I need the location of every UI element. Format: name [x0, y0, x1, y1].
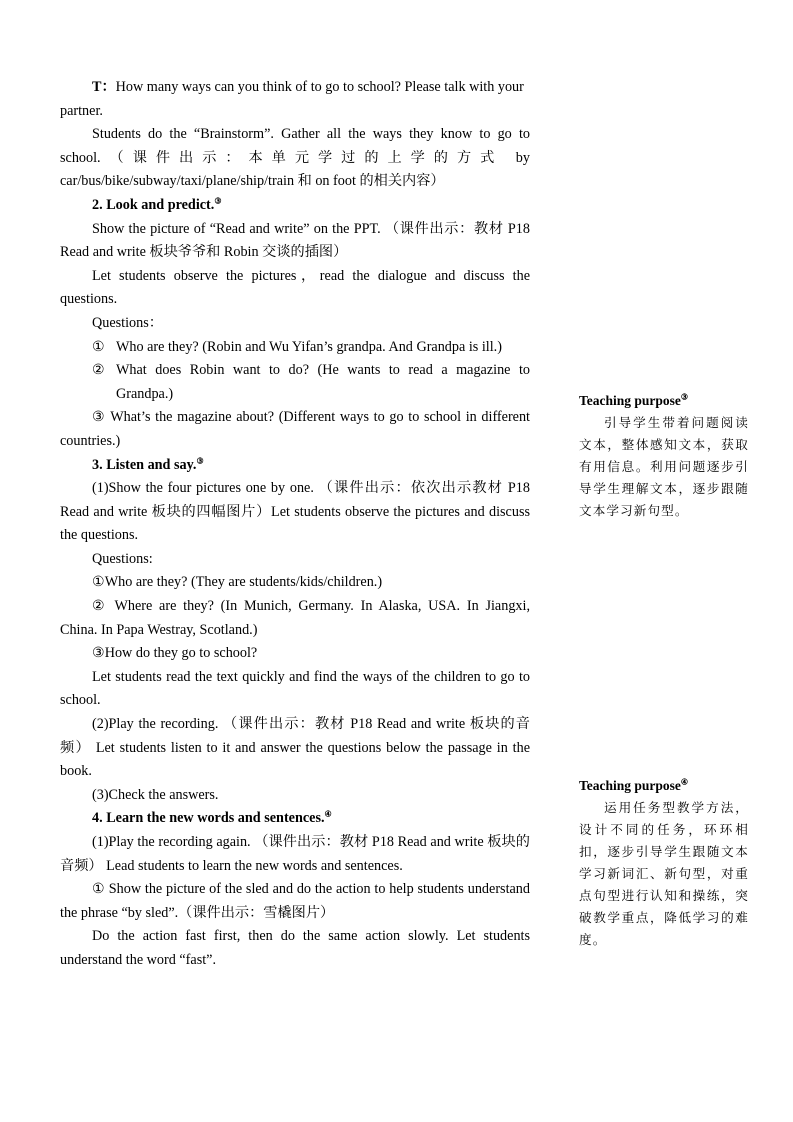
question-1 [60, 336, 530, 360]
brainstorm-paragraph: Students do the “Brainstorm”. Gather all the ways they know to go to school.（课件出示：本单元学过的上学的方式 by car/bus/bike/subway/taxi/plane/ship/train 和 on foot 的相关内容） [60, 126, 530, 190]
title-text: Teaching purpose [579, 778, 681, 793]
question-who: ①Who are they? (They are students/kids/children.) [92, 574, 383, 591]
teaching-purpose-text: 引导学生带着问题阅读文本，整体感知文本，获取有用信息。利用问题逐步引导学生理解文本，逐步跟随文本学习新句型。 [579, 416, 749, 518]
title-text: Teaching purpose [579, 393, 681, 408]
section-heading-learn-new-words [60, 807, 530, 831]
footnote-mark: ④ [680, 777, 689, 787]
footnote-mark: ③ [680, 392, 689, 402]
question-2 [60, 359, 530, 406]
teaching-purpose-note-2 [579, 775, 749, 951]
observe-paragraph: Let students observe the pictures，read the dialogue and discuss the questions. [60, 267, 530, 308]
question-how: ③How do they go to school? [92, 645, 258, 662]
fast-paragraph: Do the action fast first, then do the same action slowly. Let students understand the word “fast”. [60, 928, 530, 968]
section-heading-listen-and-say [60, 454, 530, 478]
play-recording-paragraph: (2)Play the recording. （课件出示：教材 P18 Read and write 板块的音频） Let students listen to it and answer the questions below the passage in the book. [60, 716, 530, 780]
sled-paragraph: ① Show the picture of the sled and do the action to help students understand the phrase “by sled”.（课件出示：雪橇图片） [60, 881, 530, 921]
teacher-prompt-text: How many ways can you think of to go to school? Please talk with your partner. [60, 79, 524, 119]
play-again-paragraph: (1)Play the recording again. （课件出示：教材 P18 Read and write 板块的音频） Lead students to learn the new words and sentences. [60, 834, 530, 874]
heading-text: 3. Listen and say. [92, 456, 197, 473]
questions-label: Questions: [92, 550, 153, 567]
teaching-purpose-text: 运用任务型教学方法，设计不同的任务，环环相扣，逐步引导学生跟随文本学习新词汇、新句型，对重点句型进行认知和操练，突破教学重点，降低学习的难度。 [579, 801, 749, 947]
question-text: What does Robin want to do? (He wants to read a magazine to Grandpa.) [116, 362, 530, 402]
heading-text: 2. Look and predict. [92, 196, 215, 213]
questions-label: Questions： [92, 314, 163, 331]
teaching-purpose-title [579, 775, 749, 797]
question-3: ③ What’s the magazine about? (Different ways to go to school in different countries.) [60, 409, 530, 449]
question-text: Who are they? (Robin and Wu Yifan’s grandpa. And Grandpa is ill.) [116, 338, 502, 355]
question-number: ① [92, 338, 105, 355]
teaching-purpose-note-1 [579, 390, 749, 522]
teacher-label: T： [92, 79, 116, 95]
teacher-prompt [60, 76, 530, 123]
footnote-mark: ③ [214, 196, 222, 206]
show-four-pictures-paragraph: (1)Show the four pictures one by one. （课件出示：依次出示教材 P18 Read and write 板块的四幅图片）Let students observe the pictures and discuss the questions. [60, 480, 530, 544]
section-heading-look-and-predict [60, 194, 530, 218]
check-answers: (3)Check the answers. [92, 786, 219, 803]
read-quickly-paragraph: Let students read the text quickly and find the ways of the children to go to school. [60, 668, 530, 709]
footnote-mark: ④ [324, 809, 332, 819]
heading-text: 4. Learn the new words and sentences. [92, 810, 325, 827]
lesson-plan-body [60, 76, 530, 973]
footnote-mark: ③ [196, 455, 204, 465]
question-number: ② [92, 362, 105, 379]
show-picture-paragraph: Show the picture of “Read and write” on the PPT. （课件出示：教材 P18 Read and write 板块爷爷和 Robin 交谈的插图） [60, 220, 530, 261]
teaching-purpose-title [579, 390, 749, 412]
question-where: ② Where are they? (In Munich, Germany. In Alaska, USA. In Jiangxi, China. In Papa Westray, Scotland.) [60, 598, 530, 638]
